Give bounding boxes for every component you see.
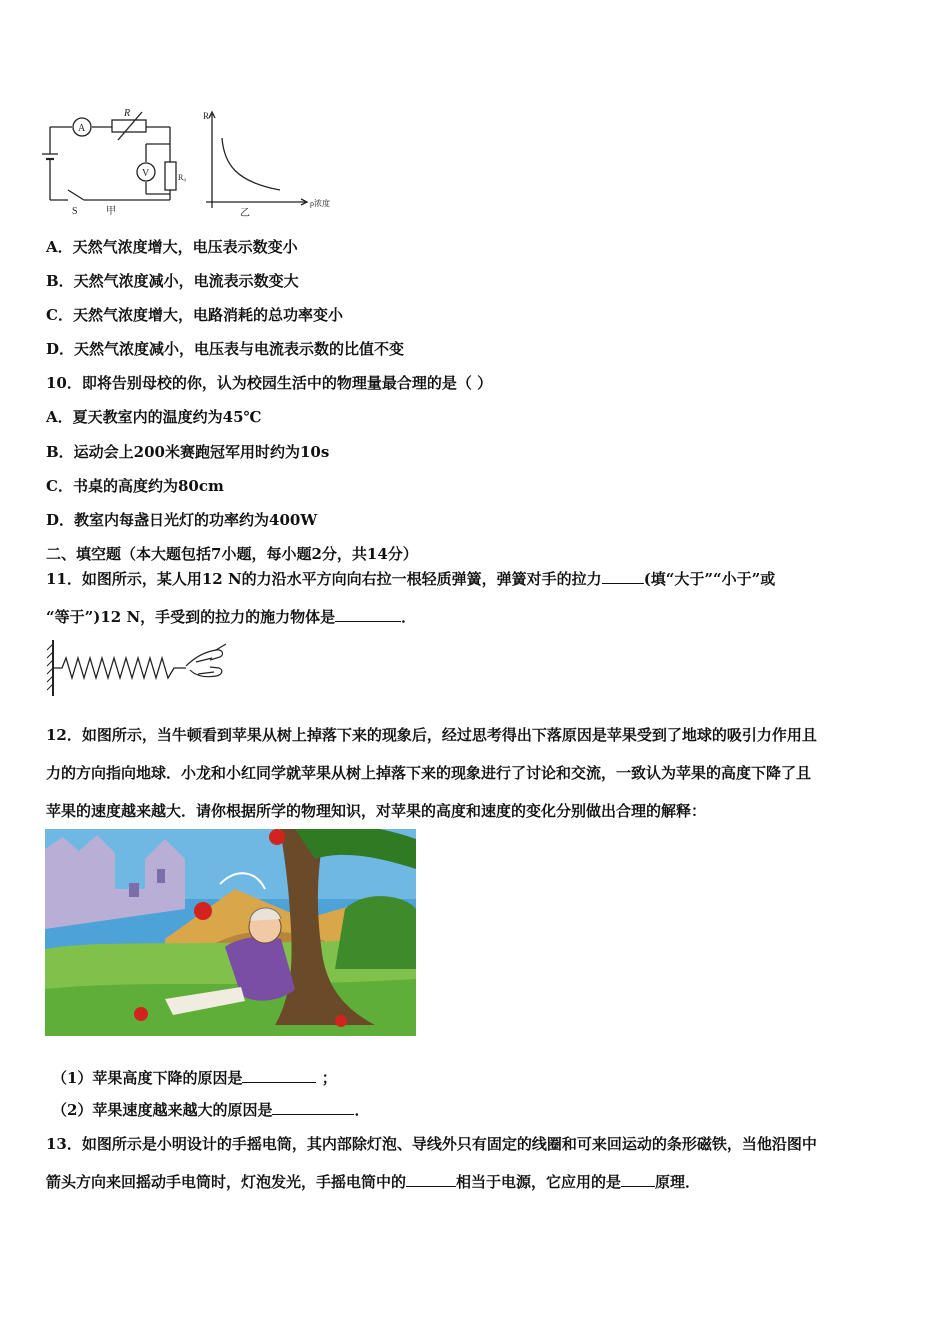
- voltmeter-label: V: [142, 168, 150, 179]
- q11-blank-1[interactable]: [602, 569, 644, 584]
- q11-blank-2[interactable]: [335, 607, 401, 622]
- ammeter-label: A: [78, 123, 86, 134]
- q13-blank-2[interactable]: [621, 1172, 655, 1187]
- q13-text-c: 原理．: [655, 1173, 701, 1191]
- resistor-label: R₀: [178, 173, 187, 182]
- hand-icon: [186, 644, 226, 677]
- q9-option-c: C．天然气浓度增大，电路消耗的总功率变小: [46, 306, 343, 324]
- q10-option-a: A．夏天教室内的温度约为45℃: [46, 408, 262, 426]
- q9-option-b: B．天然气浓度减小，电流表示数变大: [46, 272, 299, 290]
- q12-blank-2[interactable]: [272, 1100, 354, 1115]
- q10-stem: 10．即将告别母校的你，认为校园生活中的物理量最合理的是（ ）: [46, 374, 493, 392]
- spring-coil: [53, 658, 186, 678]
- q10-option-c: C．书桌的高度约为80cm: [46, 477, 224, 495]
- q11-text-2-end: ．: [401, 608, 417, 626]
- q11-line2: [46, 606, 416, 627]
- q11-text-1-end: (填“大于”“小于”或: [643, 570, 776, 588]
- q12-sub2-end: ．: [354, 1101, 370, 1119]
- apple-3: [134, 1007, 148, 1021]
- rheostat-symbol: [112, 120, 146, 132]
- apple-4: [335, 1015, 347, 1027]
- q12-sub1: [52, 1067, 337, 1088]
- resistance-graph: [206, 112, 307, 208]
- section-title: 二、填空题（本大题包括7小题，每小题2分，共14分）: [46, 545, 418, 563]
- apple-1: [269, 829, 285, 845]
- caption-jia: 甲: [106, 206, 116, 217]
- switch-label: S: [72, 206, 78, 217]
- q13-line1: 13．如图所示是小明设计的手摇电筒，其内部除灯泡、导线外只有固定的线圈和可来回运动的条形磁铁，当他沿图中: [46, 1135, 817, 1153]
- circuit-diagram: [42, 112, 176, 200]
- apple-2: [194, 902, 212, 920]
- q12-sub2: [52, 1099, 369, 1120]
- q11-line1: [46, 568, 775, 589]
- q9-option-d: D．天然气浓度减小，电压表与电流表示数的比值不变: [46, 340, 405, 358]
- q12-blank-1[interactable]: [242, 1068, 316, 1083]
- circuit-graph-figure: [40, 104, 350, 220]
- q12-line3: 苹果的速度越来越大．请你根据所学的物理知识，对苹果的高度和速度的变化分别做出合理的解释：: [46, 802, 707, 820]
- q13-text-a: 箭头方向来回摇动手电筒时，灯泡发光，手摇电筒中的: [46, 1173, 407, 1191]
- q9-option-a: A．天然气浓度增大，电压表示数变小: [46, 238, 298, 256]
- q13-line2: [46, 1171, 700, 1192]
- q12-line1: 12．如图所示，当牛顿看到苹果从树上掉落下来的现象后，经过思考得出下落原因是苹果受到了地球的吸引力作用且: [46, 726, 817, 744]
- spring-figure: [44, 636, 229, 700]
- q12-sub1-end: ；: [321, 1069, 337, 1087]
- q10-option-b: B．运动会上200米赛跑冠军用时约为10s: [46, 443, 330, 461]
- switch-lever: [68, 190, 84, 200]
- q12-sub1-text: （1）苹果高度下降的原因是: [52, 1069, 243, 1087]
- q10-option-d: D．教室内每盏日光灯的功率约为400W: [46, 511, 318, 529]
- q11-text-2: “等于”)12 N，手受到的拉力的施力物体是: [46, 608, 336, 626]
- rheostat-label: R: [124, 108, 131, 119]
- resistance-curve: [222, 138, 280, 190]
- q13-blank-1[interactable]: [406, 1172, 456, 1187]
- q12-line2: 力的方向指向地球．小龙和小红同学就苹果从树上掉落下来的现象进行了讨论和交流，一致认为苹果的高度下降了且: [46, 764, 812, 782]
- bushes: [335, 896, 416, 969]
- resistor-r0-symbol: [165, 162, 176, 190]
- caption-yi: 乙: [240, 208, 250, 219]
- graph-y-label: R: [203, 111, 210, 121]
- graph-x-label: ρ浓度: [310, 199, 330, 208]
- q12-sub2-text: （2）苹果速度越来越大的原因是: [52, 1101, 273, 1119]
- q13-text-b: 相当于电源，它应用的是: [456, 1173, 622, 1191]
- newton-apple-illustration: [45, 829, 416, 1036]
- q11-text-1: 11．如图所示，某人用12 N的力沿水平方向向右拉一根轻质弹簧，弹簧对手的拉力: [46, 570, 602, 588]
